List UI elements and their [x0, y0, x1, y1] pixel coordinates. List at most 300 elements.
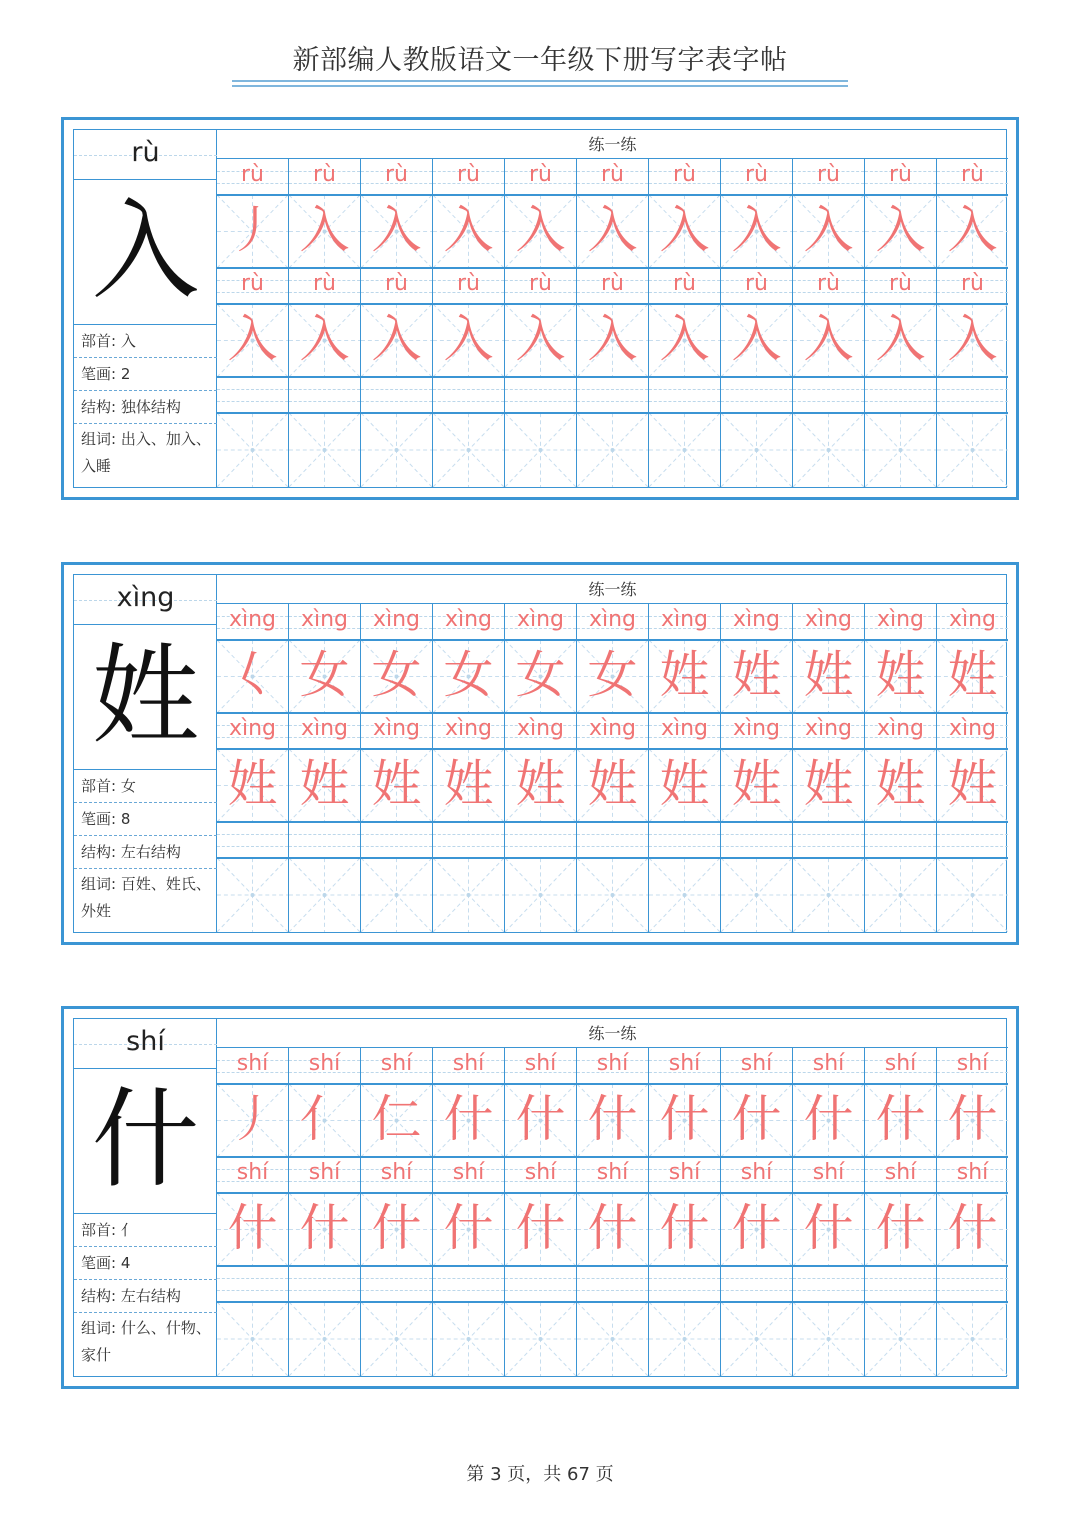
- trace-box[interactable]: [289, 749, 361, 822]
- blank-writing-box[interactable]: [505, 858, 577, 932]
- pinyin-box: [361, 159, 433, 195]
- blank-writing-box[interactable]: [937, 858, 1008, 932]
- blank-writing-box[interactable]: [577, 1302, 649, 1376]
- pinyin-text: xìng: [300, 607, 349, 632]
- pinyin-box: [505, 268, 577, 304]
- pinyin-text: shí: [308, 1051, 341, 1076]
- trace-box[interactable]: [577, 640, 649, 713]
- trace-box[interactable]: [577, 749, 649, 822]
- trace-box[interactable]: [505, 749, 577, 822]
- trace-character: 什: [875, 1090, 926, 1148]
- practice-grid: [217, 1019, 1008, 1376]
- trace-character: 入: [299, 201, 350, 259]
- blank-writing-box[interactable]: [505, 413, 577, 487]
- tian-grid-guide: [865, 1302, 936, 1376]
- blank-pinyin-box[interactable]: [649, 377, 721, 413]
- pinyin-box: [433, 159, 505, 195]
- trace-character: 姓: [587, 755, 638, 813]
- blank-writing-box[interactable]: [433, 413, 505, 487]
- blank-pinyin-box[interactable]: [937, 377, 1008, 413]
- blank-pinyin-box[interactable]: [577, 822, 649, 858]
- grid-row: [217, 604, 1008, 640]
- tian-grid-guide: [937, 1302, 1008, 1376]
- tian-grid-guide: [433, 1302, 504, 1376]
- trace-box[interactable]: [433, 640, 505, 713]
- blank-writing-box[interactable]: [793, 413, 865, 487]
- blank-pinyin-box[interactable]: [217, 822, 289, 858]
- structure-label: 结构: 左右结构: [74, 836, 217, 869]
- pinyin-text: rù: [745, 271, 768, 296]
- pinyin-box: [289, 604, 361, 640]
- pinyin-text: shí: [884, 1160, 917, 1185]
- pinyin-box: [793, 1048, 865, 1084]
- pinyin-text: rù: [817, 271, 840, 296]
- pinyin-box: [217, 1157, 289, 1193]
- trace-character: 入: [947, 310, 998, 368]
- pinyin-box: [793, 713, 865, 749]
- blank-pinyin-box[interactable]: [289, 377, 361, 413]
- blank-writing-box[interactable]: [865, 413, 937, 487]
- pinyin-text: rù: [529, 271, 552, 296]
- blank-pinyin-box[interactable]: [289, 1266, 361, 1302]
- trace-box[interactable]: [649, 749, 721, 822]
- pinyin-text: xìng: [588, 607, 637, 632]
- main-pinyin: xìng: [74, 575, 217, 625]
- blank-pinyin-box[interactable]: [937, 1266, 1008, 1302]
- trace-box[interactable]: [937, 640, 1008, 713]
- tian-grid-guide: [793, 1302, 864, 1376]
- pinyin-box: [577, 713, 649, 749]
- grid-row: [217, 1302, 1008, 1376]
- blank-writing-box[interactable]: [433, 1302, 505, 1376]
- row-divider: [217, 748, 1008, 750]
- trace-character: 姓: [947, 755, 998, 813]
- tian-grid-guide: [577, 858, 648, 932]
- blank-pinyin-box[interactable]: [865, 822, 937, 858]
- pinyin-text: xìng: [588, 716, 637, 741]
- blank-pinyin-box[interactable]: [865, 377, 937, 413]
- pinyin-box: [217, 268, 289, 304]
- tian-grid-guide: [649, 413, 720, 487]
- pinyin-box: [865, 1157, 937, 1193]
- pinyin-text: rù: [385, 162, 408, 187]
- tian-grid-guide: [937, 413, 1008, 487]
- trace-box[interactable]: [649, 1193, 721, 1266]
- pinyin-text: shí: [956, 1160, 989, 1185]
- blank-writing-box[interactable]: [217, 413, 289, 487]
- practice-header: 练一练: [217, 1019, 1008, 1048]
- pinyin-text: rù: [673, 162, 696, 187]
- tian-grid-guide: [505, 413, 576, 487]
- pinyin-text: xìng: [660, 607, 709, 632]
- trace-character: 入: [515, 201, 566, 259]
- pinyin-box: [937, 1157, 1008, 1193]
- blank-pinyin-box[interactable]: [937, 822, 1008, 858]
- trace-box[interactable]: [505, 640, 577, 713]
- trace-box[interactable]: [433, 1084, 505, 1157]
- trace-box[interactable]: [433, 195, 505, 268]
- grid-row: [217, 268, 1008, 304]
- trace-box[interactable]: [793, 1193, 865, 1266]
- document-title: 新部编人教版语文一年级下册写字表字帖: [292, 45, 788, 76]
- blank-writing-box[interactable]: [577, 858, 649, 932]
- pinyin-box: [433, 713, 505, 749]
- tian-grid-guide: [217, 413, 288, 487]
- trace-box[interactable]: [289, 304, 361, 377]
- trace-box[interactable]: [865, 749, 937, 822]
- blank-pinyin-box[interactable]: [361, 822, 433, 858]
- main-character: 入: [74, 180, 217, 325]
- tian-grid-guide: [433, 413, 504, 487]
- trace-character: 什: [299, 1199, 350, 1257]
- pinyin-text: rù: [241, 271, 264, 296]
- structure-label: 结构: 左右结构: [74, 1280, 217, 1313]
- trace-box[interactable]: [433, 749, 505, 822]
- pinyin-box: [217, 1048, 289, 1084]
- tian-grid-guide: [721, 858, 792, 932]
- pinyin-box: [721, 1157, 793, 1193]
- trace-box[interactable]: [433, 304, 505, 377]
- trace-character: 丿: [227, 1090, 278, 1148]
- blank-writing-box[interactable]: [649, 1302, 721, 1376]
- grid-row: [217, 159, 1008, 195]
- trace-character: 入: [587, 201, 638, 259]
- tian-grid-guide: [361, 413, 432, 487]
- structure-label: 结构: 独体结构: [74, 391, 217, 424]
- pinyin-box: [361, 604, 433, 640]
- blank-writing-box[interactable]: [361, 413, 433, 487]
- row-divider: [217, 639, 1008, 641]
- trace-box[interactable]: [865, 1193, 937, 1266]
- pinyin-text: xìng: [516, 607, 565, 632]
- trace-character: 入: [371, 201, 422, 259]
- row-divider: [217, 1083, 1008, 1085]
- trace-character: 姓: [947, 646, 998, 704]
- trace-character: 姓: [803, 646, 854, 704]
- blank-writing-box[interactable]: [937, 1302, 1008, 1376]
- pinyin-text: shí: [956, 1051, 989, 1076]
- trace-box[interactable]: [289, 195, 361, 268]
- trace-box[interactable]: [937, 304, 1008, 377]
- trace-box[interactable]: [721, 749, 793, 822]
- trace-box[interactable]: [721, 1193, 793, 1266]
- trace-box[interactable]: [577, 1193, 649, 1266]
- pinyin-text: xìng: [228, 716, 277, 741]
- trace-character: 女: [299, 646, 350, 704]
- tian-grid-guide: [793, 858, 864, 932]
- tian-grid-guide: [289, 858, 360, 932]
- trace-box[interactable]: [793, 195, 865, 268]
- pinyin-box: [937, 713, 1008, 749]
- blank-pinyin-box[interactable]: [721, 1266, 793, 1302]
- grid-row: [217, 304, 1008, 377]
- trace-box[interactable]: [289, 640, 361, 713]
- tian-grid-guide: [793, 413, 864, 487]
- pinyin-text: rù: [961, 162, 984, 187]
- trace-box[interactable]: [361, 640, 433, 713]
- trace-box[interactable]: [793, 304, 865, 377]
- blank-pinyin-box[interactable]: [793, 822, 865, 858]
- blank-pinyin-box[interactable]: [721, 377, 793, 413]
- trace-character: 入: [803, 201, 854, 259]
- card-frame: [73, 129, 1007, 488]
- blank-writing-box[interactable]: [361, 858, 433, 932]
- trace-box[interactable]: [217, 195, 289, 268]
- blank-pinyin-box[interactable]: [217, 1266, 289, 1302]
- radical-label: 部首: 亻: [74, 1214, 217, 1247]
- pinyin-box: [433, 1157, 505, 1193]
- trace-box[interactable]: [289, 1084, 361, 1157]
- pinyin-box: [217, 159, 289, 195]
- blank-writing-box[interactable]: [217, 858, 289, 932]
- trace-character: 什: [371, 1199, 422, 1257]
- blank-writing-box[interactable]: [721, 858, 793, 932]
- trace-character: 入: [659, 201, 710, 259]
- blank-writing-box[interactable]: [721, 1302, 793, 1376]
- trace-box[interactable]: [721, 195, 793, 268]
- pinyin-box: [793, 159, 865, 195]
- blank-pinyin-box[interactable]: [505, 822, 577, 858]
- trace-box[interactable]: [721, 1084, 793, 1157]
- pinyin-box: [865, 713, 937, 749]
- trace-box[interactable]: [721, 640, 793, 713]
- blank-writing-box[interactable]: [577, 413, 649, 487]
- blank-pinyin-box[interactable]: [649, 1266, 721, 1302]
- pinyin-box: [649, 713, 721, 749]
- trace-character: 入: [875, 201, 926, 259]
- row-divider: [217, 1265, 1008, 1267]
- trace-box[interactable]: [361, 304, 433, 377]
- trace-box[interactable]: [505, 1193, 577, 1266]
- blank-pinyin-box[interactable]: [505, 377, 577, 413]
- blank-writing-box[interactable]: [865, 1302, 937, 1376]
- stroke-count-label: 笔画: 4: [74, 1247, 217, 1280]
- trace-box[interactable]: [577, 1084, 649, 1157]
- trace-box[interactable]: [937, 1084, 1008, 1157]
- trace-box[interactable]: [793, 749, 865, 822]
- pinyin-text: shí: [524, 1160, 557, 1185]
- trace-box[interactable]: [649, 1084, 721, 1157]
- blank-pinyin-box[interactable]: [577, 1266, 649, 1302]
- pinyin-box: [289, 268, 361, 304]
- trace-box[interactable]: [649, 640, 721, 713]
- trace-box[interactable]: [217, 749, 289, 822]
- blank-pinyin-box[interactable]: [433, 1266, 505, 1302]
- pinyin-text: shí: [380, 1160, 413, 1185]
- trace-character: 女: [443, 646, 494, 704]
- character-card: [61, 1006, 1019, 1389]
- trace-character: 入: [371, 310, 422, 368]
- blank-pinyin-box[interactable]: [793, 1266, 865, 1302]
- trace-box[interactable]: [217, 1084, 289, 1157]
- tian-grid-guide: [649, 858, 720, 932]
- blank-pinyin-box[interactable]: [433, 822, 505, 858]
- trace-character: 什: [947, 1199, 998, 1257]
- trace-box[interactable]: [505, 1084, 577, 1157]
- trace-character: 姓: [443, 755, 494, 813]
- trace-character: 什: [443, 1090, 494, 1148]
- pinyin-text: xìng: [300, 716, 349, 741]
- row-divider: [217, 1301, 1008, 1303]
- trace-box[interactable]: [217, 640, 289, 713]
- trace-character: 姓: [227, 755, 278, 813]
- tian-grid-guide: [361, 1302, 432, 1376]
- grid-row: [217, 1193, 1008, 1266]
- trace-box[interactable]: [361, 1193, 433, 1266]
- blank-pinyin-box[interactable]: [289, 822, 361, 858]
- trace-box[interactable]: [865, 304, 937, 377]
- trace-box[interactable]: [361, 749, 433, 822]
- title-underline: [232, 85, 848, 87]
- blank-writing-box[interactable]: [793, 858, 865, 932]
- trace-box[interactable]: [721, 304, 793, 377]
- trace-box[interactable]: [505, 304, 577, 377]
- trace-character: 𡿨: [227, 646, 278, 704]
- trace-box[interactable]: [577, 195, 649, 268]
- pinyin-box: [505, 713, 577, 749]
- tian-grid-guide: [289, 413, 360, 487]
- trace-box[interactable]: [793, 640, 865, 713]
- tian-grid-guide: [865, 413, 936, 487]
- blank-writing-box[interactable]: [289, 413, 361, 487]
- trace-character: 姓: [731, 755, 782, 813]
- trace-character: 姓: [371, 755, 422, 813]
- trace-box[interactable]: [793, 1084, 865, 1157]
- trace-character: 什: [731, 1199, 782, 1257]
- blank-writing-box[interactable]: [289, 858, 361, 932]
- trace-character: 什: [227, 1199, 278, 1257]
- blank-pinyin-box[interactable]: [361, 377, 433, 413]
- trace-character: 入: [731, 201, 782, 259]
- trace-box[interactable]: [361, 195, 433, 268]
- row-divider: [217, 821, 1008, 823]
- trace-box[interactable]: [865, 1084, 937, 1157]
- trace-box[interactable]: [937, 749, 1008, 822]
- pinyin-text: xìng: [516, 716, 565, 741]
- character-info-panel: [74, 130, 217, 487]
- trace-box[interactable]: [577, 304, 649, 377]
- pinyin-box: [793, 268, 865, 304]
- trace-character: 什: [587, 1199, 638, 1257]
- grid-row: [217, 377, 1008, 413]
- trace-box[interactable]: [649, 304, 721, 377]
- trace-box[interactable]: [865, 640, 937, 713]
- pinyin-text: xìng: [444, 607, 493, 632]
- pinyin-text: shí: [596, 1051, 629, 1076]
- row-divider: [217, 376, 1008, 378]
- pinyin-text: xìng: [804, 607, 853, 632]
- pinyin-box: [433, 268, 505, 304]
- blank-writing-box[interactable]: [217, 1302, 289, 1376]
- pinyin-box: [793, 604, 865, 640]
- stroke-count-label: 笔画: 2: [74, 358, 217, 391]
- blank-writing-box[interactable]: [505, 1302, 577, 1376]
- pinyin-box: [865, 604, 937, 640]
- trace-box[interactable]: [433, 1193, 505, 1266]
- trace-character: 入: [659, 310, 710, 368]
- blank-writing-box[interactable]: [361, 1302, 433, 1376]
- trace-box[interactable]: [649, 195, 721, 268]
- pinyin-text: shí: [380, 1051, 413, 1076]
- pinyin-text: shí: [524, 1051, 557, 1076]
- blank-writing-box[interactable]: [793, 1302, 865, 1376]
- blank-pinyin-box[interactable]: [361, 1266, 433, 1302]
- tian-grid-guide: [361, 858, 432, 932]
- blank-writing-box[interactable]: [865, 858, 937, 932]
- grid-row: [217, 822, 1008, 858]
- pinyin-text: rù: [313, 162, 336, 187]
- blank-pinyin-box[interactable]: [577, 377, 649, 413]
- word-examples: 组词: 百姓、姓氏、外姓: [81, 875, 211, 920]
- trace-character: 什: [659, 1090, 710, 1148]
- blank-writing-box[interactable]: [721, 413, 793, 487]
- trace-character: 什: [731, 1090, 782, 1148]
- pinyin-text: xìng: [228, 607, 277, 632]
- blank-pinyin-box[interactable]: [433, 377, 505, 413]
- trace-box[interactable]: [937, 1193, 1008, 1266]
- pinyin-text: shí: [884, 1051, 917, 1076]
- trace-box[interactable]: [937, 195, 1008, 268]
- trace-box[interactable]: [361, 1084, 433, 1157]
- pinyin-text: xìng: [372, 716, 421, 741]
- trace-box[interactable]: [289, 1193, 361, 1266]
- pinyin-box: [361, 1157, 433, 1193]
- tian-grid-guide: [505, 1302, 576, 1376]
- pinyin-box: [505, 1048, 577, 1084]
- pinyin-text: rù: [457, 271, 480, 296]
- blank-writing-box[interactable]: [289, 1302, 361, 1376]
- trace-character: 什: [443, 1199, 494, 1257]
- title-underline: [232, 80, 848, 82]
- trace-box[interactable]: [217, 304, 289, 377]
- trace-box[interactable]: [505, 195, 577, 268]
- pinyin-box: [361, 268, 433, 304]
- blank-pinyin-box[interactable]: [721, 822, 793, 858]
- pinyin-box: [505, 604, 577, 640]
- pinyin-box: [937, 604, 1008, 640]
- pinyin-box: [433, 604, 505, 640]
- grid-row: [217, 1266, 1008, 1302]
- pinyin-box: [289, 1157, 361, 1193]
- trace-box[interactable]: [865, 195, 937, 268]
- blank-pinyin-box[interactable]: [505, 1266, 577, 1302]
- pinyin-text: rù: [601, 162, 624, 187]
- card-frame: [73, 1018, 1007, 1377]
- trace-character: 入: [515, 310, 566, 368]
- blank-writing-box[interactable]: [649, 413, 721, 487]
- grid-row: [217, 1084, 1008, 1157]
- row-divider: [217, 1156, 1008, 1158]
- blank-pinyin-box[interactable]: [217, 377, 289, 413]
- trace-box[interactable]: [217, 1193, 289, 1266]
- blank-writing-box[interactable]: [649, 858, 721, 932]
- blank-writing-box[interactable]: [937, 413, 1008, 487]
- trace-character: 什: [875, 1199, 926, 1257]
- tian-grid-guide: [721, 413, 792, 487]
- pinyin-box: [937, 1048, 1008, 1084]
- pinyin-text: rù: [817, 162, 840, 187]
- blank-writing-box[interactable]: [433, 858, 505, 932]
- pinyin-text: rù: [529, 162, 552, 187]
- pinyin-text: rù: [241, 162, 264, 187]
- pinyin-text: xìng: [804, 716, 853, 741]
- grid-row: [217, 749, 1008, 822]
- blank-pinyin-box[interactable]: [865, 1266, 937, 1302]
- grid-row: [217, 413, 1008, 487]
- blank-pinyin-box[interactable]: [649, 822, 721, 858]
- pinyin-text: xìng: [732, 607, 781, 632]
- blank-pinyin-box[interactable]: [793, 377, 865, 413]
